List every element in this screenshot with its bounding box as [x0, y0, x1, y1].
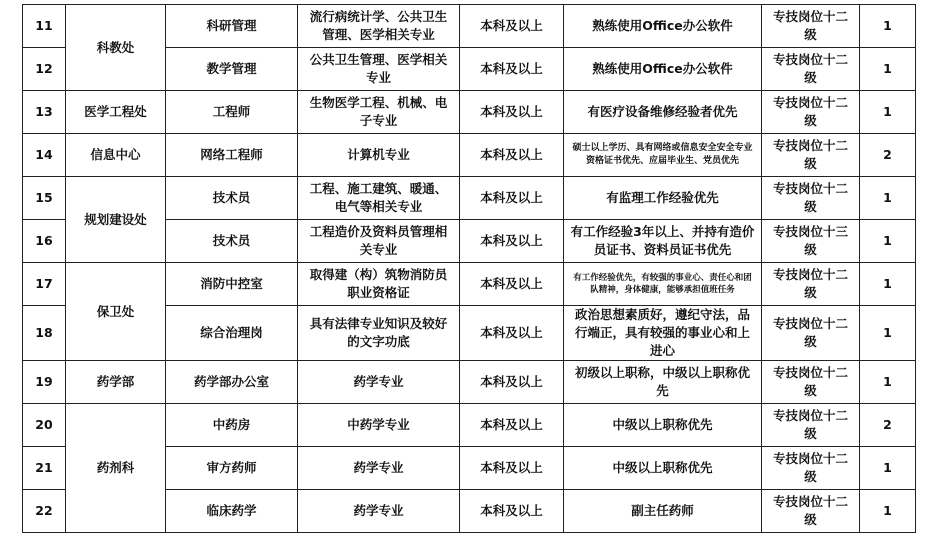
education-cell: 本科及以上 [460, 48, 564, 91]
requirement-cell: 中级以上职称优先 [564, 447, 762, 490]
department-cell: 保卫处 [66, 263, 166, 361]
level-cell: 专技岗位十二级 [762, 5, 860, 48]
level-cell: 专技岗位十二级 [762, 490, 860, 533]
position-cell: 教学管理 [166, 48, 298, 91]
requirement-cell: 中级以上职称优先 [564, 404, 762, 447]
major-cell: 工程、施工建筑、暖通、电气等相关专业 [298, 177, 460, 220]
count-cell: 1 [860, 263, 916, 306]
position-cell: 综合治理岗 [166, 306, 298, 361]
row-number: 18 [23, 306, 66, 361]
education-cell: 本科及以上 [460, 91, 564, 134]
count-cell: 2 [860, 404, 916, 447]
department-cell: 信息中心 [66, 134, 166, 177]
requirement-cell: 硕士以上学历、具有网络或信息安全安全专业资格证书优先、应届毕业生、党员优先 [564, 134, 762, 177]
major-cell: 工程造价及资料员管理相关专业 [298, 220, 460, 263]
row-number: 15 [23, 177, 66, 220]
count-cell: 1 [860, 220, 916, 263]
level-cell: 专技岗位十二级 [762, 177, 860, 220]
education-cell: 本科及以上 [460, 220, 564, 263]
position-cell: 工程师 [166, 91, 298, 134]
table-row [23, 361, 916, 404]
major-cell: 计算机专业 [298, 134, 460, 177]
count-cell: 2 [860, 134, 916, 177]
table-row [23, 263, 916, 306]
department-cell: 科教处 [66, 5, 166, 91]
education-cell: 本科及以上 [460, 177, 564, 220]
position-cell: 临床药学 [166, 490, 298, 533]
count-cell: 1 [860, 447, 916, 490]
department-cell: 规划建设处 [66, 177, 166, 263]
count-cell: 1 [860, 490, 916, 533]
department-cell: 药学部 [66, 361, 166, 404]
count-cell: 1 [860, 361, 916, 404]
education-cell: 本科及以上 [460, 134, 564, 177]
level-cell: 专技岗位十二级 [762, 91, 860, 134]
level-cell: 专技岗位十二级 [762, 361, 860, 404]
count-cell: 1 [860, 177, 916, 220]
level-cell: 专技岗位十二级 [762, 48, 860, 91]
major-cell: 药学专业 [298, 361, 460, 404]
requirement-cell: 有监理工作经验优先 [564, 177, 762, 220]
row-number: 20 [23, 404, 66, 447]
level-cell: 专技岗位十二级 [762, 447, 860, 490]
recruitment-table [22, 4, 916, 533]
table-row [23, 404, 916, 447]
count-cell: 1 [860, 48, 916, 91]
major-cell: 流行病统计学、公共卫生管理、医学相关专业 [298, 5, 460, 48]
education-cell: 本科及以上 [460, 361, 564, 404]
level-cell: 专技岗位十二级 [762, 263, 860, 306]
position-cell: 审方药师 [166, 447, 298, 490]
position-cell: 消防中控室 [166, 263, 298, 306]
education-cell: 本科及以上 [460, 5, 564, 48]
requirement-cell: 熟练使用Office办公软件 [564, 48, 762, 91]
row-number: 22 [23, 490, 66, 533]
position-cell: 网络工程师 [166, 134, 298, 177]
row-number: 14 [23, 134, 66, 177]
requirement-cell: 有医疗设备维修经验者优先 [564, 91, 762, 134]
requirement-cell: 副主任药师 [564, 490, 762, 533]
requirement-cell: 初级以上职称，中级以上职称优先 [564, 361, 762, 404]
row-number: 13 [23, 91, 66, 134]
position-cell: 科研管理 [166, 5, 298, 48]
position-cell: 技术员 [166, 220, 298, 263]
major-cell: 生物医学工程、机械、电子专业 [298, 91, 460, 134]
count-cell: 1 [860, 5, 916, 48]
requirement-cell: 政治思想素质好，遵纪守法，品行端正，具有较强的事业心和上进心 [564, 306, 762, 361]
requirement-cell: 有工作经验优先，有较强的事业心、责任心和团队精神，身体健康，能够承担值班任务 [564, 263, 762, 306]
level-cell: 专技岗位十二级 [762, 134, 860, 177]
education-cell: 本科及以上 [460, 404, 564, 447]
major-cell: 公共卫生管理、医学相关专业 [298, 48, 460, 91]
position-cell: 中药房 [166, 404, 298, 447]
count-cell: 1 [860, 306, 916, 361]
requirement-cell: 熟练使用Office办公软件 [564, 5, 762, 48]
department-cell: 药剂科 [66, 404, 166, 533]
major-cell: 药学专业 [298, 490, 460, 533]
row-number: 16 [23, 220, 66, 263]
level-cell: 专技岗位十三级 [762, 220, 860, 263]
table-row [23, 177, 916, 220]
position-cell: 技术员 [166, 177, 298, 220]
education-cell: 本科及以上 [460, 306, 564, 361]
department-cell: 医学工程处 [66, 91, 166, 134]
table-row [23, 5, 916, 48]
education-cell: 本科及以上 [460, 490, 564, 533]
level-cell: 专技岗位十二级 [762, 404, 860, 447]
count-cell: 1 [860, 91, 916, 134]
education-cell: 本科及以上 [460, 263, 564, 306]
level-cell: 专技岗位十二级 [762, 306, 860, 361]
major-cell: 中药学专业 [298, 404, 460, 447]
education-cell: 本科及以上 [460, 447, 564, 490]
table-row [23, 91, 916, 134]
major-cell: 具有法律专业知识及较好的文字功底 [298, 306, 460, 361]
table-row [23, 134, 916, 177]
row-number: 17 [23, 263, 66, 306]
row-number: 11 [23, 5, 66, 48]
row-number: 21 [23, 447, 66, 490]
requirement-cell: 有工作经验3年以上、并持有造价员证书、资料员证书优先 [564, 220, 762, 263]
row-number: 19 [23, 361, 66, 404]
position-cell: 药学部办公室 [166, 361, 298, 404]
major-cell: 药学专业 [298, 447, 460, 490]
row-number: 12 [23, 48, 66, 91]
major-cell: 取得建（构）筑物消防员职业资格证 [298, 263, 460, 306]
